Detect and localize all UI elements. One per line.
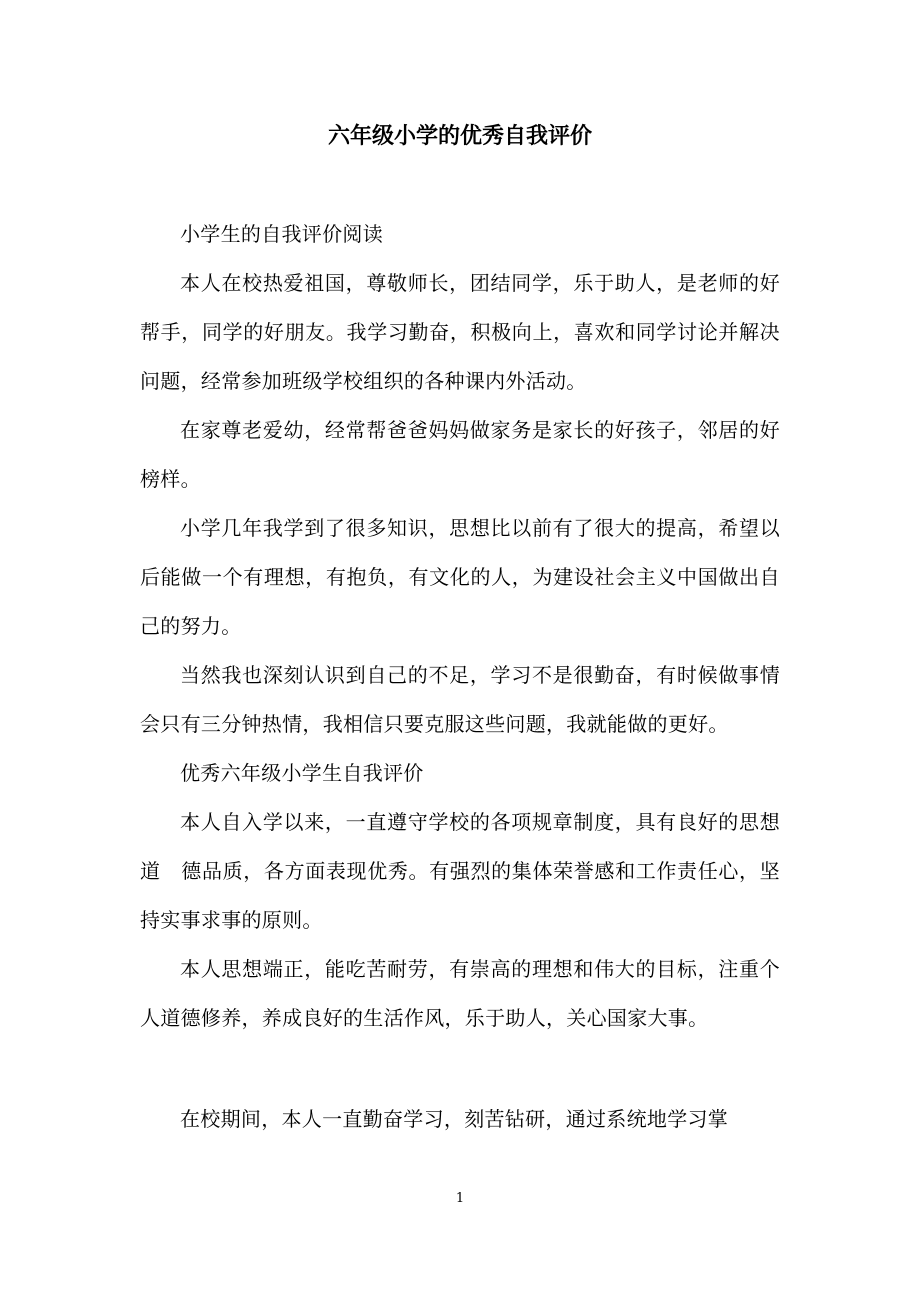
document-body [140, 210, 780, 1144]
paragraph-knowledge-goals: 小学几年我学到了很多知识，思想比以前有了很大的提高，希望以后能做一个有理想，有抱负，有文化的人，为建设社会主义中国做出自己的努力。 [140, 516, 780, 638]
paragraph-thoughts-character: 本人思想端正，能吃苦耐劳，有崇高的理想和伟大的目标，注重个人道德修养，养成良好的生活作风，乐于助人，关心国家大事。 [140, 957, 780, 1030]
document-title: 六年级小学的优秀自我评价 [327, 123, 592, 149]
paragraph-heading-excellent: 优秀六年级小学生自我评价 [180, 761, 424, 785]
paragraph-school-conduct: 本人在校热爱祖国，尊敬师长，团结同学，乐于助人，是老师的好帮手，同学的好朋友。我学习勤奋，积极向上，喜欢和同学讨论并解决问题，经常参加班级学校组织的各种课内外活动。 [140, 271, 780, 393]
paragraph-home-conduct: 在家尊老爱幼，经常帮爸爸妈妈做家务是家长的好孩子，邻居的好榜样。 [140, 418, 780, 491]
paragraph-rules-morality: 本人自入学以来，一直遵守学校的各项规章制度，具有良好的思想道 德品质，各方面表现优秀。有强烈的集体荣誉感和工作责任心，坚持实事求事的原则。 [140, 810, 780, 932]
paragraph-study-diligence: 在校期间，本人一直勤奋学习，刻苦钻研，通过系统地学习掌 [180, 1107, 729, 1131]
page-number: 1 [455, 1191, 465, 1206]
paragraph-shortcomings: 当然我也深刻认识到自己的不足，学习不是很勤奋，有时候做事情会只有三分钟热情，我相信只要克服这些问题，我就能做的更好。 [140, 663, 780, 736]
paragraph-spacer [140, 1043, 780, 1095]
paragraph-heading-reading: 小学生的自我评价阅读 [180, 222, 383, 246]
